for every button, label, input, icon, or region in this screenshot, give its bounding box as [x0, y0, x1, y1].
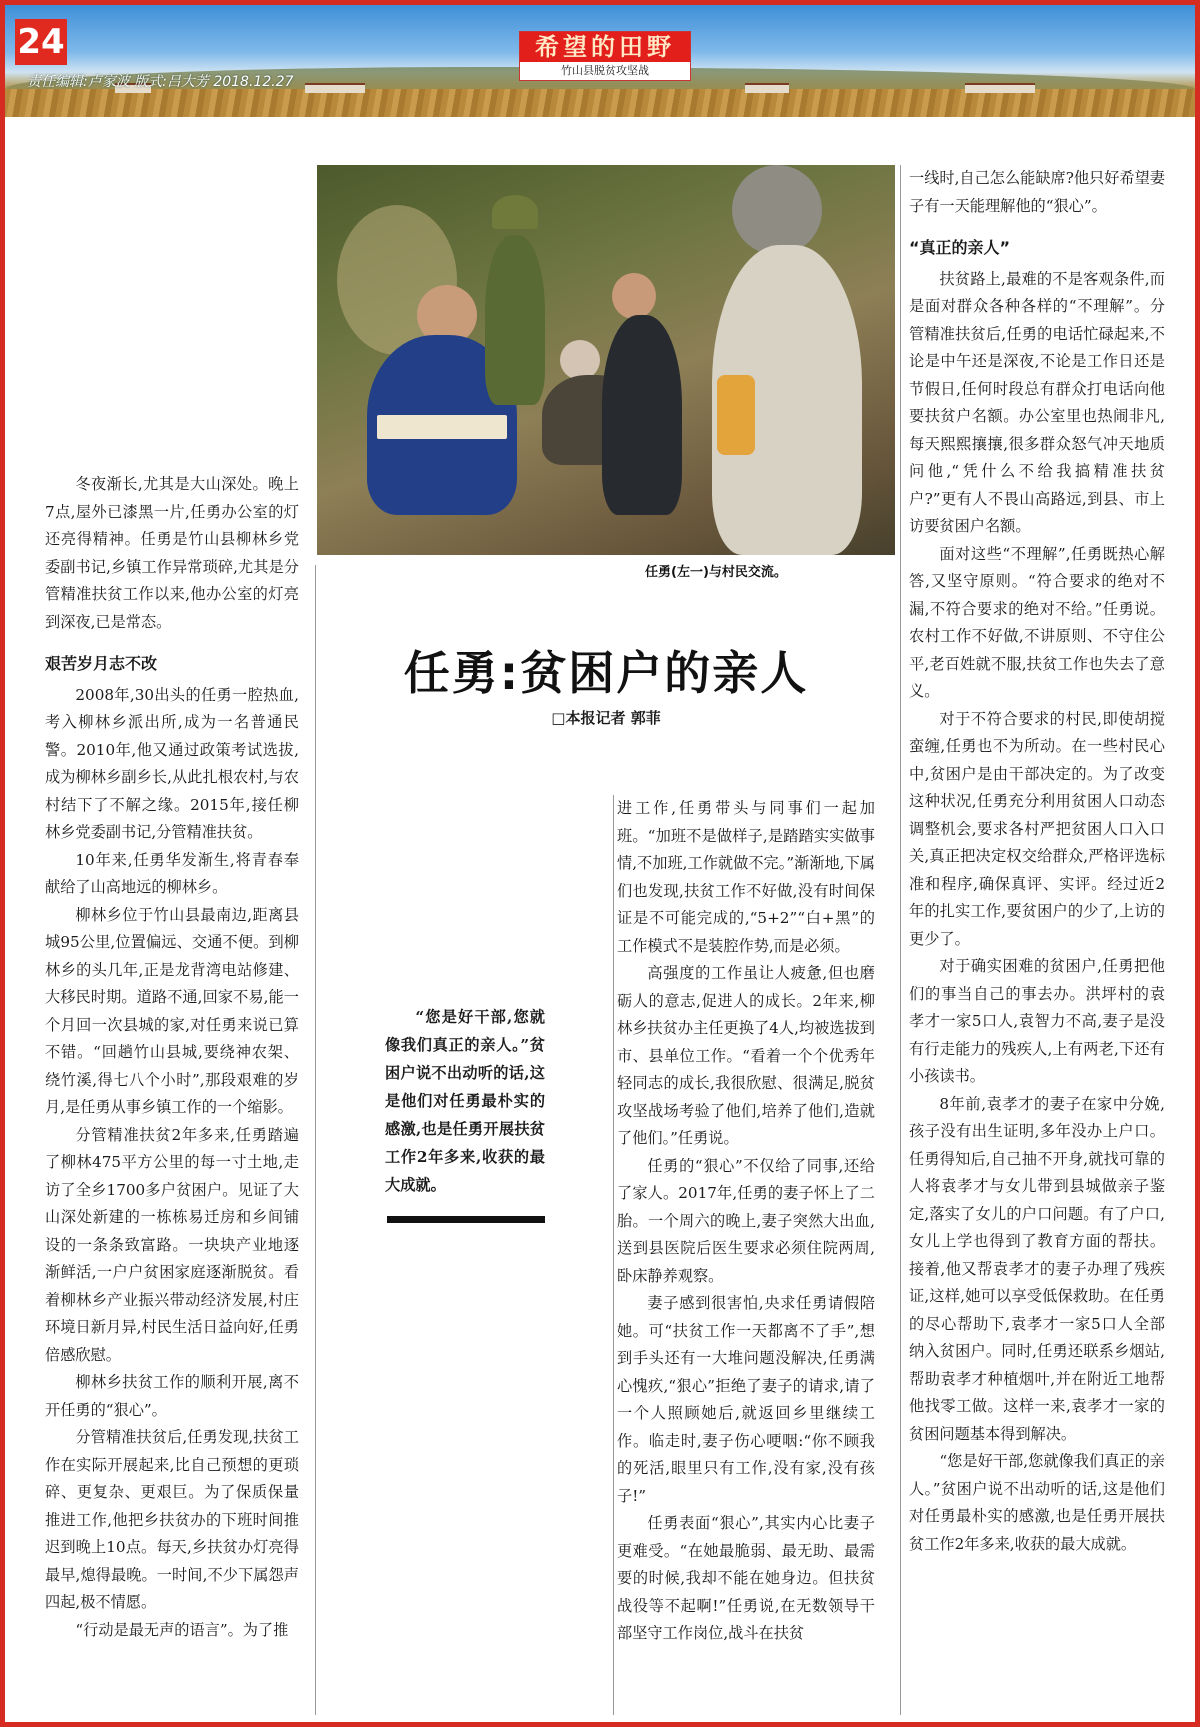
- banner-house: [305, 83, 365, 93]
- photo-bottle: [717, 375, 755, 455]
- photo-person-head: [560, 340, 600, 380]
- paragraph: 妻子感到很害怕,央求任勇请假陪她。可“扶贫工作一天都离不了手”,想到手头还有一大堆问题没解决,任勇满心愧疚,“狠心”拒绝了妻子的请求,请了一个人照顾她后,就返回乡里继续工作。临走时,妻子伤心哽咽:“你不顾我的死活,眼里只有工作,没有家,没有孩子!”: [617, 1294, 875, 1505]
- banner-house: [965, 83, 1035, 93]
- editor-credits: 责任编辑:卢家波 版式:吕大芳 2018.12.27: [27, 74, 294, 90]
- paragraph: 分管精准扶贫后,任勇发现,扶贫工作在实际开展起来,比自己预想的更琐碎、更复杂、更艰巨。为了保质保量推进工作,他把乡扶贫办的下班时间推迟到晚上10点。每天,乡扶贫办灯亮得最早,熄得最晚。一时间,不少下属怨声四起,极不情愿。: [45, 1428, 299, 1611]
- paragraph: 柳林乡扶贫工作的顺利开展,离不开任勇的“狠心”。: [45, 1373, 299, 1419]
- paragraph: 任勇的“狠心”不仅给了同事,还给了家人。2017年,任勇的妻子怀上了二胎。一个周六的晚上,妻子突然大出血,送到县医院后医生要求必须住院两周,卧床静养观察。: [617, 1156, 875, 1285]
- pull-quote-bar: [387, 1216, 545, 1223]
- photo-person-head: [612, 273, 656, 319]
- paragraph: 8年前,袁孝才的妻子在家中分娩,孩子没有出生证明,多年没办上户口。任勇得知后,自己抽不开身,就找可靠的人将袁孝才与女儿带到县城做亲子鉴定,落实了女儿的户口问题。有了户口,女儿上学也得到了教育方面的帮扶。接着,他又帮袁孝才的妻子办理了残疾证,这样,她可以享受低保救助。在任勇的尽心帮助下,袁孝才一家5口人全部纳入贫困户。同时,任勇还联系乡烟站,帮助袁孝才种植烟叶,并在附近工地帮他找零工做。这样一来,袁孝才一家的贫困问题基本得到解决。: [909, 1094, 1165, 1443]
- paragraph: 分管精准扶贫2年多来,任勇踏遍了柳林475平方公里的每一寸土地,走访了全乡1700多户贫困户。见证了大山深处新建的一栋栋易迁房和乡间铺设的一条条致富路。一块块产业地逐渐鲜活,一户户贫困家庭逐渐脱贫。看着柳林乡产业振兴带动经济发展,村庄环境日新月异,村民生活日益向好,任勇倍感欣慰。: [45, 1125, 299, 1364]
- photo-knit-hat: [732, 165, 822, 255]
- section-heading: “真正的亲人”: [909, 238, 1011, 257]
- banner-field: [5, 89, 1195, 117]
- article-column-4: [909, 165, 1165, 1558]
- pull-quote: [385, 1003, 545, 1199]
- paragraph: 2008年,30出头的任勇一腔热血,考入柳林乡派出所,成为一名普通民警。2010年,他又通过政策考试选拔,成为柳林乡副乡长,从此扎根农村,与农村结下了不解之缘。2015年,接任柳林乡党委副书记,分管精准扶贫。: [45, 685, 299, 841]
- column-rule: [900, 165, 901, 1715]
- paragraph: 面对这些“不理解”,任勇既热心解答,又坚守原则。“符合要求的绝对不漏,不符合要求的绝对不给。”任勇说。农村工作不好做,不讲原则、不守住公平,老百姓就不服,扶贫工作也失去了意义。: [909, 544, 1165, 700]
- paragraph: 柳林乡位于竹山县最南边,距离县城95公里,位置偏远、交通不便。到柳林乡的头几年,正是龙背湾电站修建、大移民时期。道路不通,回家不易,能一个月回一次县城的家,对任勇来说已算不错。“回趟竹山县城,要绕神农架、绕竹溪,得七八个小时”,那段艰难的岁月,是任勇从事乡镇工作的一个缩影。: [45, 905, 299, 1116]
- masthead-subtitle: 竹山县脱贫攻坚战: [561, 64, 649, 77]
- article-byline: □本报记者 郭菲: [551, 709, 661, 727]
- column-rule: [315, 565, 316, 1715]
- paragraph: “您是好干部,您就像我们真正的亲人。”贫困户说不出动听的话,这是他们对任勇最朴实的感激,也是任勇开展扶贫工作2年多来,收获的最大成就。: [909, 1452, 1165, 1553]
- paragraph: 进工作,任勇带头与同事们一起加班。“加班不是做样子,是踏踏实实做事情,不加班,工作就做不完。”渐渐地,下属们也发现,扶贫工作不好做,没有时间保证是不可能完成的,“5+2”“白+黑”的工作模式不是装腔作势,而是必须。: [617, 799, 875, 955]
- page-number: 24: [15, 19, 67, 65]
- paragraph: “行动是最无声的语言”。为了推: [75, 1620, 289, 1639]
- masthead-title: 希望的田野: [520, 32, 690, 62]
- banner-house: [745, 83, 789, 93]
- section-masthead: [519, 31, 691, 81]
- paragraph: 对于确实困难的贫困户,任勇把他们的事当自己的事去办。洪坪村的袁孝才一家5口人,袁智力不高,妻子是没有行走能力的残疾人,上有两老,下还有小孩读书。: [909, 957, 1165, 1085]
- paragraph: 10年来,任勇华发渐生,将青春奉献给了山高地远的柳林乡。: [45, 850, 299, 896]
- photo-notebook: [377, 415, 507, 439]
- column-rule: [613, 795, 614, 1715]
- news-photo: [317, 165, 895, 555]
- photo-hat: [492, 195, 538, 229]
- paragraph: 任勇表面“狠心”,其实内心比妻子更难受。“在她最脆弱、最无助、最需要的时候,我却不能在她身边。但扶贫战役等不起啊!”任勇说,在无数领导干部坚守工作岗位,战斗在扶贫: [617, 1514, 875, 1642]
- pull-quote-text: “您是好干部,您就像我们真正的亲人。”贫困户说不出动听的话,这是他们对任勇最朴实的感激,也是任勇开展扶贫工作2年多来,收获的最大成就。: [385, 1008, 545, 1194]
- paragraph: 冬夜渐长,尤其是大山深处。晚上7点,屋外已漆黑一片,任勇办公室的灯还亮得精神。任勇是竹山县柳林乡党委副书记,乡镇工作异常琐碎,尤其是分管精准扶贫工作以来,他办公室的灯亮到深夜,已是常态。: [45, 475, 299, 631]
- header-banner: [5, 5, 1195, 117]
- paragraph: 扶贫路上,最难的不是客观条件,而是面对群众各种各样的“不理解”。分管精准扶贫后,任勇的电话忙碌起来,不论是中午还是深夜,不论是工作日还是节假日,任何时段总有群众打电话向他要扶贫户名额。办公室里也热闹非凡,每天熙熙攘攘,很多群众怒气冲天地质问他,“凭什么不给我搞精准扶贫户?”更有人不畏山高路远,到县、市上访要贫困户名额。: [909, 269, 1165, 535]
- photo-person-body: [485, 235, 545, 405]
- paragraph: 一线时,自己怎么能缺席?他只好希望妻子有一天能理解他的“狠心”。: [909, 169, 1165, 215]
- section-heading: 艰苦岁月志不改: [45, 654, 158, 673]
- article-column-1: [45, 471, 299, 1644]
- photo-person-body: [602, 315, 682, 515]
- article-column-3: [617, 795, 875, 1648]
- paragraph: 对于不符合要求的村民,即使胡搅蛮缠,任勇也不为所动。在一些村民心中,贫困户是由干部决定的。为了改变这种状况,任勇充分利用贫困人口动态调整机会,要求各村严把贫困人口入口关,真正把决定权交给群众,严格评选标准和程序,确保真评、实评。经过近2年的扎实工作,要贫困户的少了,上访的更少了。: [909, 709, 1165, 948]
- article-headline: 任勇:贫困户的亲人: [403, 646, 809, 700]
- photo-caption: 任勇(左一)与村民交流。: [645, 565, 787, 580]
- paragraph: 高强度的工作虽让人疲惫,但也磨砺人的意志,促进人的成长。2年来,柳林乡扶贫办主任更换了4人,均被选拔到市、县单位工作。“看着一个个优秀年轻同志的成长,我很欣慰、很满足,脱贫攻坚战场考验了他们,培养了他们,造就了他们。”任勇说。: [617, 964, 875, 1147]
